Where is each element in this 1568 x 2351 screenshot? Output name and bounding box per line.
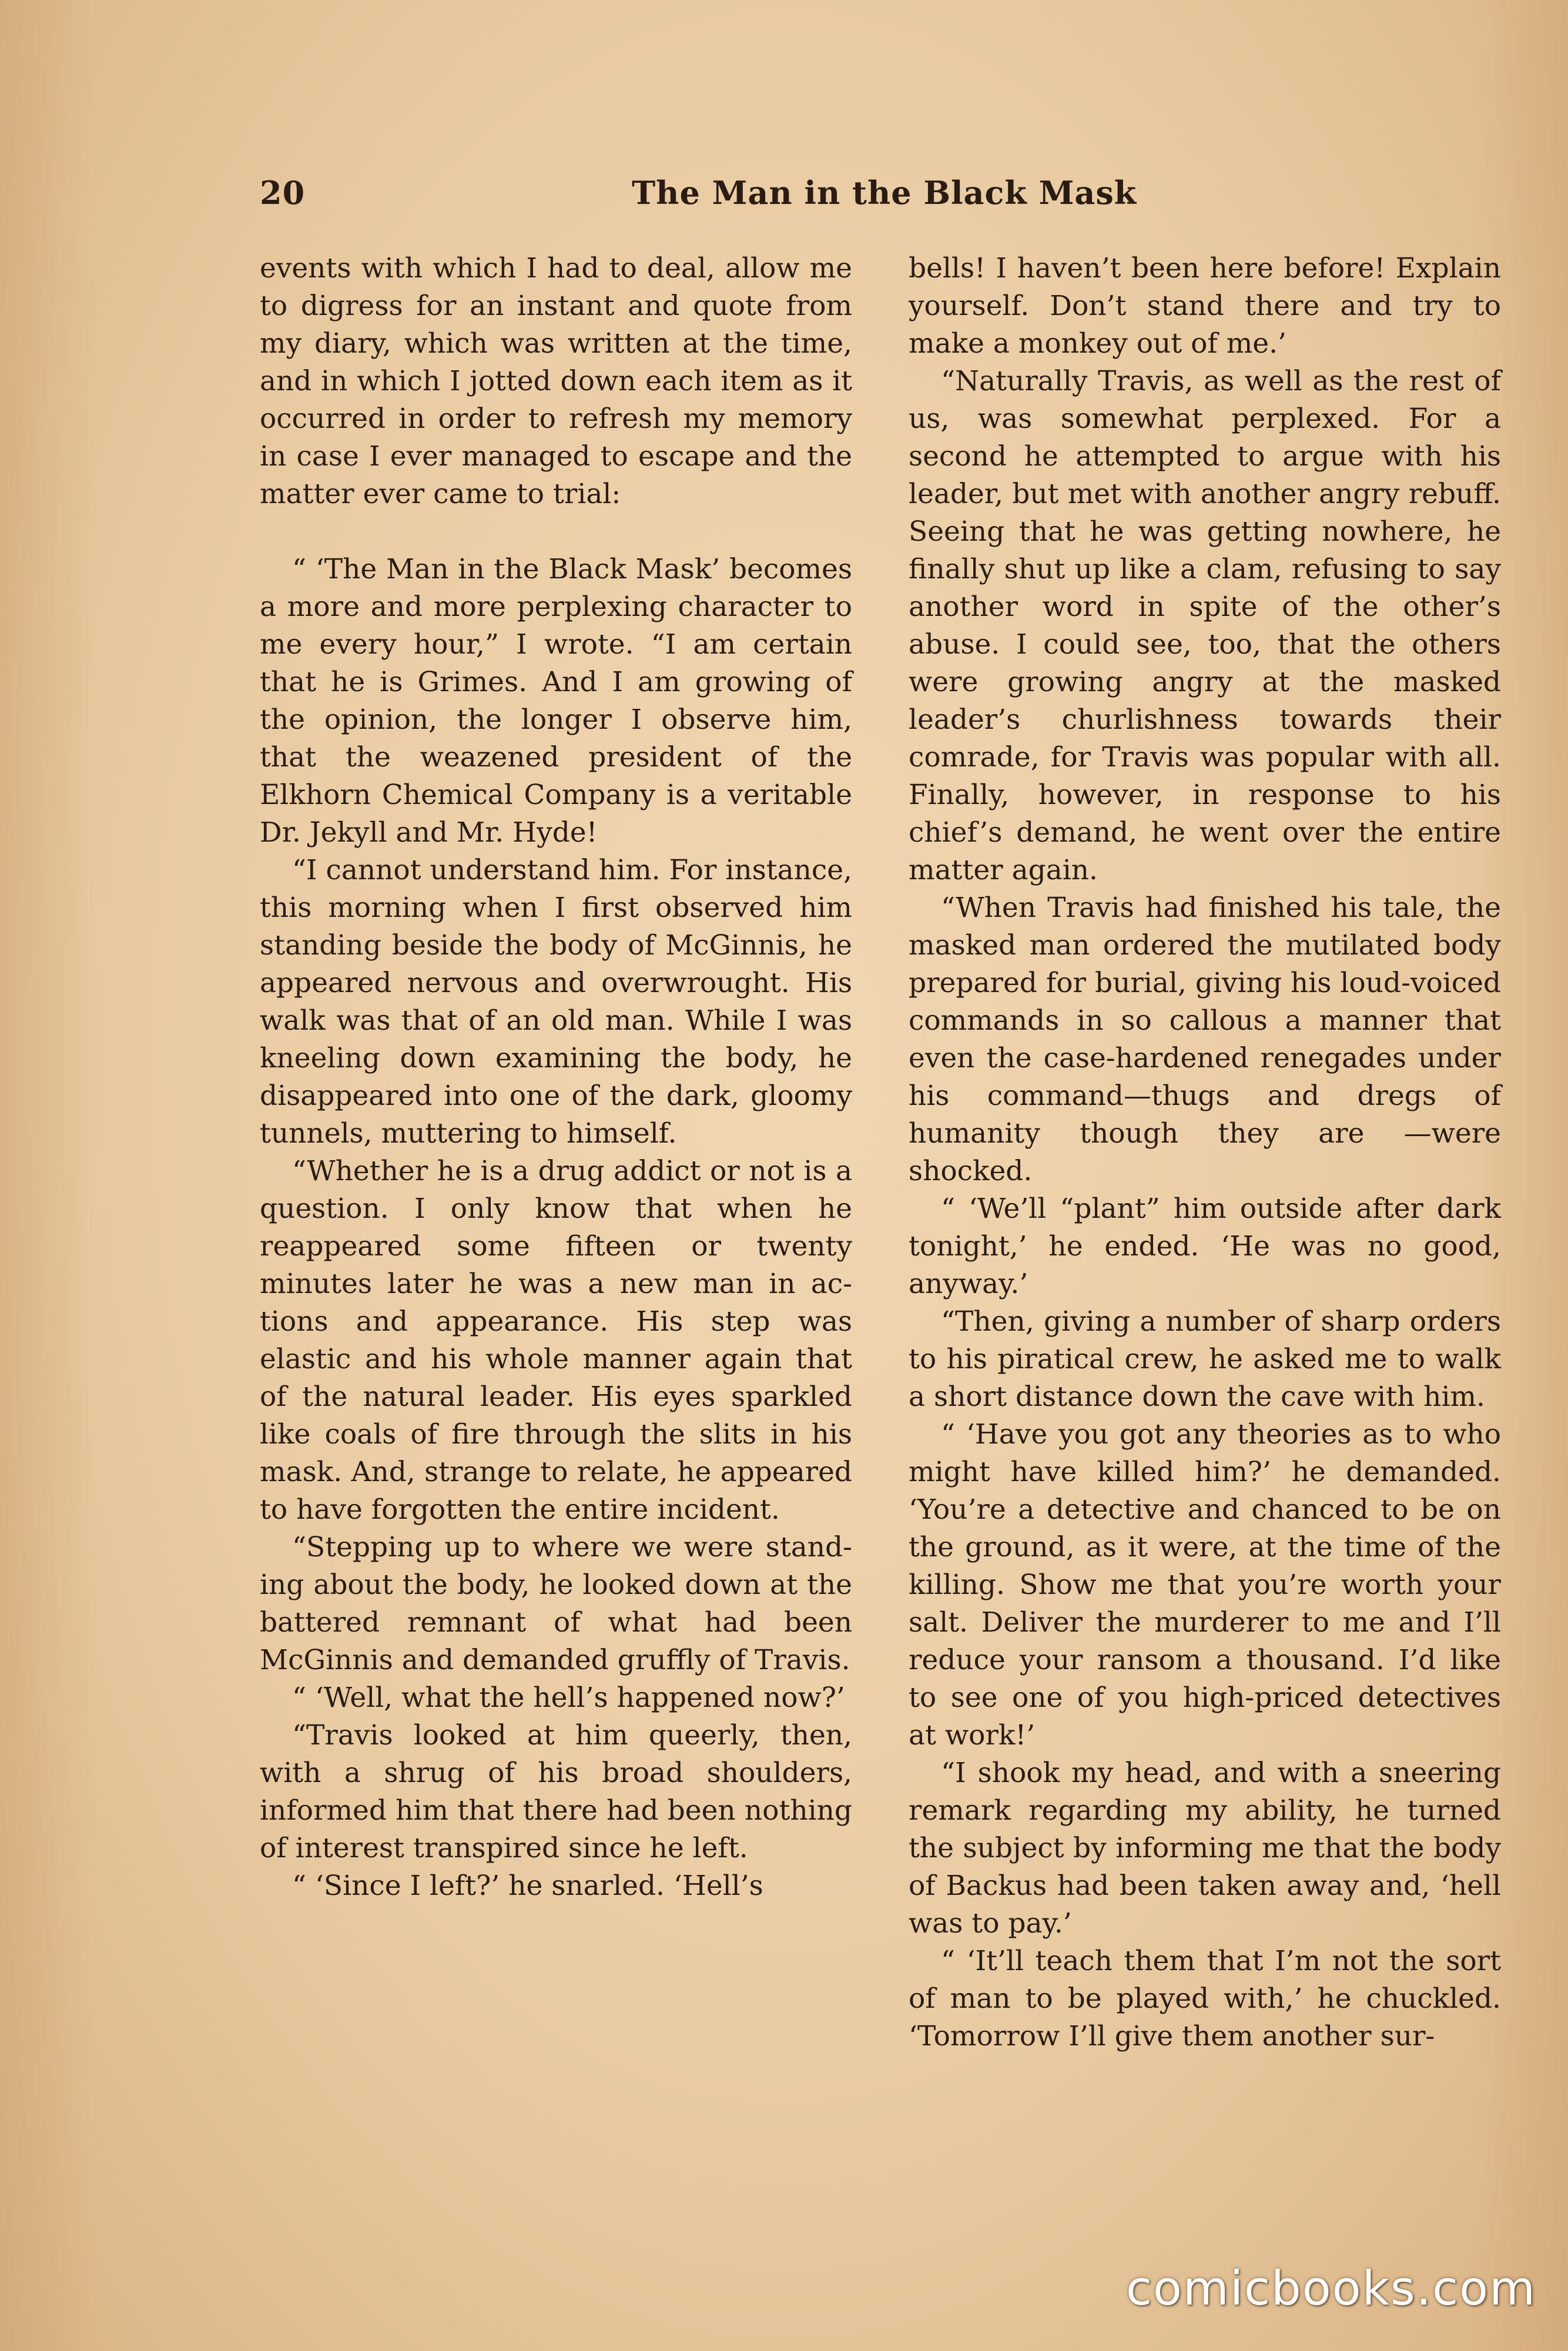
paragraph: “ ‘We’ll “plant” him outside after dark tonight,’ he ended. ‘He was no good, anyway.’ xyxy=(909,1193,1501,1300)
paragraph: “Stepping up to where we were standing about the body, he looked down at the battered remnant of what had been McGinnis and demanded gruffly of Travis. xyxy=(260,1531,852,1676)
paragraph: “When Travis had finished his tale, the masked man ordered the mutilated body prepared for burial, giving his loud-voiced commands in so callous a manner that even the case-hardened renegades under his command—thugs and dregs of humanity though they are —were shocked. xyxy=(909,892,1501,1187)
paragraph: “ ‘The Man in the Black Mask’ becomes a more and more perplexing character to me every hour,” I wrote. “I am certain that he is Grimes. And I am growing of the opinion, the longer I observe him, that the weazened president of the Elkhorn Chemical Company is a veritable Dr. Jekyll and Mr. Hyde! xyxy=(260,553,852,849)
paragraph: “Naturally Travis, as well as the rest of us, was somewhat perplexed. For a second he attempted to argue with his leader, but met with another angry rebuff. Seeing that he was getting nowhere, he finally shut up like a clam, refusing to say another word in spite of the other’s abuse. I could see, too, that the others were growing angry at the masked leader’s churlishness towards their comrade, for Travis was popular with all. Finally, however, in response to his chief’s demand, he went over the entire matter again. xyxy=(909,365,1501,886)
watermark: comicbooks.com xyxy=(1125,2261,1536,2316)
right-text-column xyxy=(909,250,1501,2055)
running-title: The Man in the Black Mask xyxy=(632,174,1137,212)
paragraph: “I cannot understand him. For instance, this morning when I first observed him standing beside the body of McGinnis, he appeared nervous and overwrought. His walk was that of an old man. While I was kneeling down examining the body, he disappeared into one of the dark, gloomy tunnels, muttering to himself. xyxy=(260,854,852,1150)
paragraph: “Travis looked at him queerly, then, with a shrug of his broad shoulders, informed him that there had been nothing of interest transpired since he left. xyxy=(260,1719,852,1864)
page-header xyxy=(260,174,1147,215)
paragraph: “ ‘It’ll teach them that I’m not the sort of man to be played with,’ he chuckled. ‘Tomorrow I’ll give them another sur- xyxy=(909,1945,1501,2052)
paragraph: “Then, giving a number of sharp orders to his piratical crew, he asked me to walk a short distance down the cave with him. xyxy=(909,1305,1501,1413)
paragraph: “ ‘Since I left?’ he snarled. ‘Hell’s xyxy=(292,1870,763,1902)
paragraph: “ ‘Well, what the hell’s happened now?’ xyxy=(292,1682,845,1714)
left-text-column xyxy=(260,250,852,1905)
paragraph: “Whether he is a drug addict or not is a question. I only know that when he reappeared some fifteen or twenty minutes later he was a new man in actions and appearance. His step was elastic and his whole manner again that of the natural leader. His eyes sparkled like coals of fire through the slits in his mask. And, strange to relate, he appeared to have forgotten the entire incident. xyxy=(260,1155,852,1526)
paragraph: “ ‘Have you got any theories as to who might have killed him?’ he demanded. ‘You’re a detective and chanced to be on the ground, as it were, at the time of the killing. Show me that you’re worth your salt. Deliver the murderer to me and I’ll reduce your ransom a thousand. I’d like to see one of you high-priced detectives at work!’ xyxy=(909,1418,1501,1751)
page-number: 20 xyxy=(260,174,306,212)
paragraph: events with which I had to deal, allow me to digress for an instant and quote from my diary, which was written at the time, and in which I jotted down each item as it occurred in order to refresh my memory in case I ever managed to escape and the matter ever came to trial: xyxy=(260,252,852,510)
paragraph: bells! I haven’t been here before! Explain yourself. Don’t stand there and try to make a monkey out of me.’ xyxy=(909,252,1501,360)
paragraph: “I shook my head, and with a sneering remark regarding my ability, he turned the subject by informing me that the body of Backus had been taken away and, ‘hell was to pay.’ xyxy=(909,1757,1501,1940)
